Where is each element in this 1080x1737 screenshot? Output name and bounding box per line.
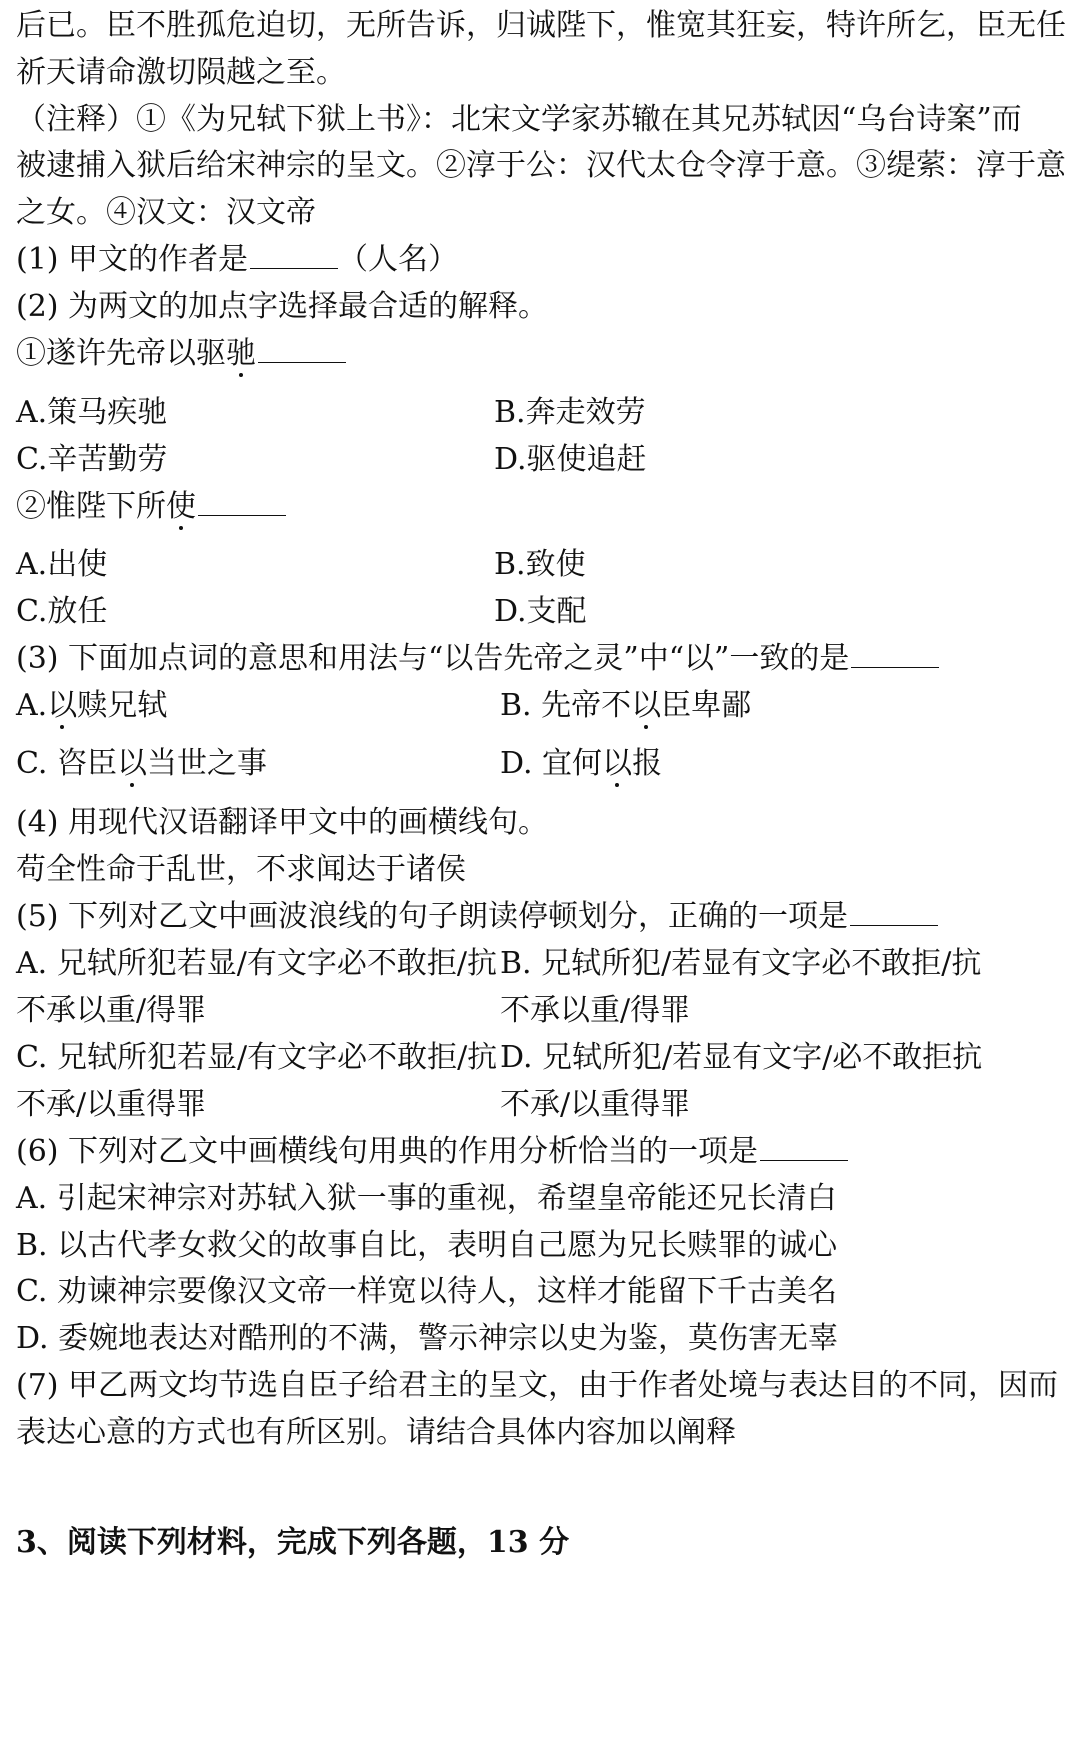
question-7-line2: 表达心意的方式也有所区别。请结合具体内容加以阐释 xyxy=(16,1415,736,1450)
passage-line: 后已。臣不胜孤危迫切，无所告诉，归诚陛下，惟宽其狂妄，特许所乞，臣无任 xyxy=(16,8,1066,43)
option-b: B.致使 xyxy=(494,547,586,582)
answer-blank[interactable] xyxy=(760,1134,848,1161)
option-a: A. 引起宋神宗对苏轼入狱一事的重视，希望皇帝能还兄长清白 xyxy=(16,1181,837,1216)
question-5 xyxy=(16,897,938,937)
sub-question-text: ②惟陛下所 xyxy=(16,489,166,524)
option-text: 臣卑鄙 xyxy=(661,688,752,723)
option-c-line2: 不承/以重得罪 xyxy=(16,1087,207,1122)
sub-question-1 xyxy=(16,334,346,374)
option-label: B. 先帝不 xyxy=(500,688,632,723)
option-a: A.出使 xyxy=(16,547,108,582)
option-c: C.放任 xyxy=(16,594,108,629)
question-7-line1: (7) 甲乙两文均节选自臣子给君主的呈文，由于作者处境与表达目的不同，因而 xyxy=(16,1368,1059,1403)
notes-line: 被逮捕入狱后给宋神宗的呈文。②淳于公：汉代太仓令淳于意。③缇萦：淳于意 xyxy=(16,148,1066,183)
translation-sentence: 苟全性命于乱世，不求闻达于诸侯 xyxy=(16,852,466,887)
answer-blank[interactable] xyxy=(258,336,346,363)
option-b: B. 以古代孝女救父的故事自比，表明自己愿为兄长赎罪的诚心 xyxy=(16,1228,838,1263)
option-c: C. 劝谏神宗要像汉文帝一样宽以待人，这样才能留下千古美名 xyxy=(16,1274,837,1309)
option-a-line2: 不承以重/得罪 xyxy=(16,993,207,1028)
answer-blank[interactable] xyxy=(250,242,338,269)
option-b xyxy=(500,686,751,726)
question-6 xyxy=(16,1132,848,1172)
answer-blank[interactable] xyxy=(851,641,939,668)
option-a xyxy=(16,686,167,726)
option-d xyxy=(500,744,662,784)
option-d: D.支配 xyxy=(494,594,587,629)
dotted-char: 驰 xyxy=(226,336,256,371)
dotted-char: 以 xyxy=(631,688,662,723)
option-c: C.辛苦勤劳 xyxy=(16,442,168,477)
question-4: (4) 用现代汉语翻译甲文中的画横线句。 xyxy=(16,805,549,840)
option-label: C. 咨臣 xyxy=(16,746,117,781)
option-b: B.奔走效劳 xyxy=(494,395,646,430)
question-text: (1) 甲文的作者是 xyxy=(16,242,249,277)
option-a: A.策马疾驰 xyxy=(16,395,168,430)
option-c xyxy=(16,744,267,784)
sub-question-text: ①遂许先帝以驱 xyxy=(16,336,226,371)
question-suffix: （人名） xyxy=(338,242,459,277)
sub-question-2 xyxy=(16,487,286,527)
notes-line: （注释）①《为兄轼下狱上书》：北宋文学家苏辙在其兄苏轼因“乌台诗案”而 xyxy=(16,102,1022,137)
question-3 xyxy=(16,639,939,679)
question-text: (3) 下面加点词的意思和用法与“以告先帝之灵”中“以”一致的是 xyxy=(16,641,850,676)
notes-line: 之女。④汉文：汉文帝 xyxy=(16,195,316,230)
option-text: 赎兄轼 xyxy=(77,688,168,723)
option-d: D.驱使追赶 xyxy=(494,442,647,477)
question-1 xyxy=(16,240,458,280)
option-b-line2: 不承以重/得罪 xyxy=(500,993,691,1028)
option-label: D. 宜何 xyxy=(500,746,603,781)
option-d-line1: D. 兄轼所犯/若显有文字/必不敢拒抗 xyxy=(500,1040,983,1075)
question-text: (6) 下列对乙文中画横线句用典的作用分析恰当的一项是 xyxy=(16,1134,759,1169)
option-text: 当世之事 xyxy=(146,746,267,781)
passage-line: 祈天请命激切陨越之至。 xyxy=(16,55,346,90)
option-b-line1: B. 兄轼所犯/若显有文字必不敢拒/抗 xyxy=(500,946,982,981)
section-heading: 3、阅读下列材料，完成下列各题，13 分 xyxy=(16,1525,570,1560)
dotted-char: 以 xyxy=(116,746,147,781)
question-2: (2) 为两文的加点字选择最合适的解释。 xyxy=(16,289,549,324)
dotted-char: 使 xyxy=(166,489,196,524)
option-label: A. xyxy=(16,688,48,723)
option-c-line1: C. 兄轼所犯若显/有文字必不敢拒/抗 xyxy=(16,1040,498,1075)
question-text: (5) 下列对乙文中画波浪线的句子朗读停顿划分，正确的一项是 xyxy=(16,899,849,934)
dotted-char: 以 xyxy=(602,746,633,781)
option-d-line2: 不承/以重得罪 xyxy=(500,1087,691,1122)
option-d: D. 委婉地表达对酷刑的不满，警示神宗以史为鉴，莫伤害无辜 xyxy=(16,1321,839,1356)
answer-blank[interactable] xyxy=(198,489,286,516)
dotted-char: 以 xyxy=(47,688,78,723)
answer-blank[interactable] xyxy=(850,899,938,926)
option-a-line1: A. 兄轼所犯若显/有文字必不敢拒/抗 xyxy=(16,946,497,981)
option-text: 报 xyxy=(632,746,663,781)
